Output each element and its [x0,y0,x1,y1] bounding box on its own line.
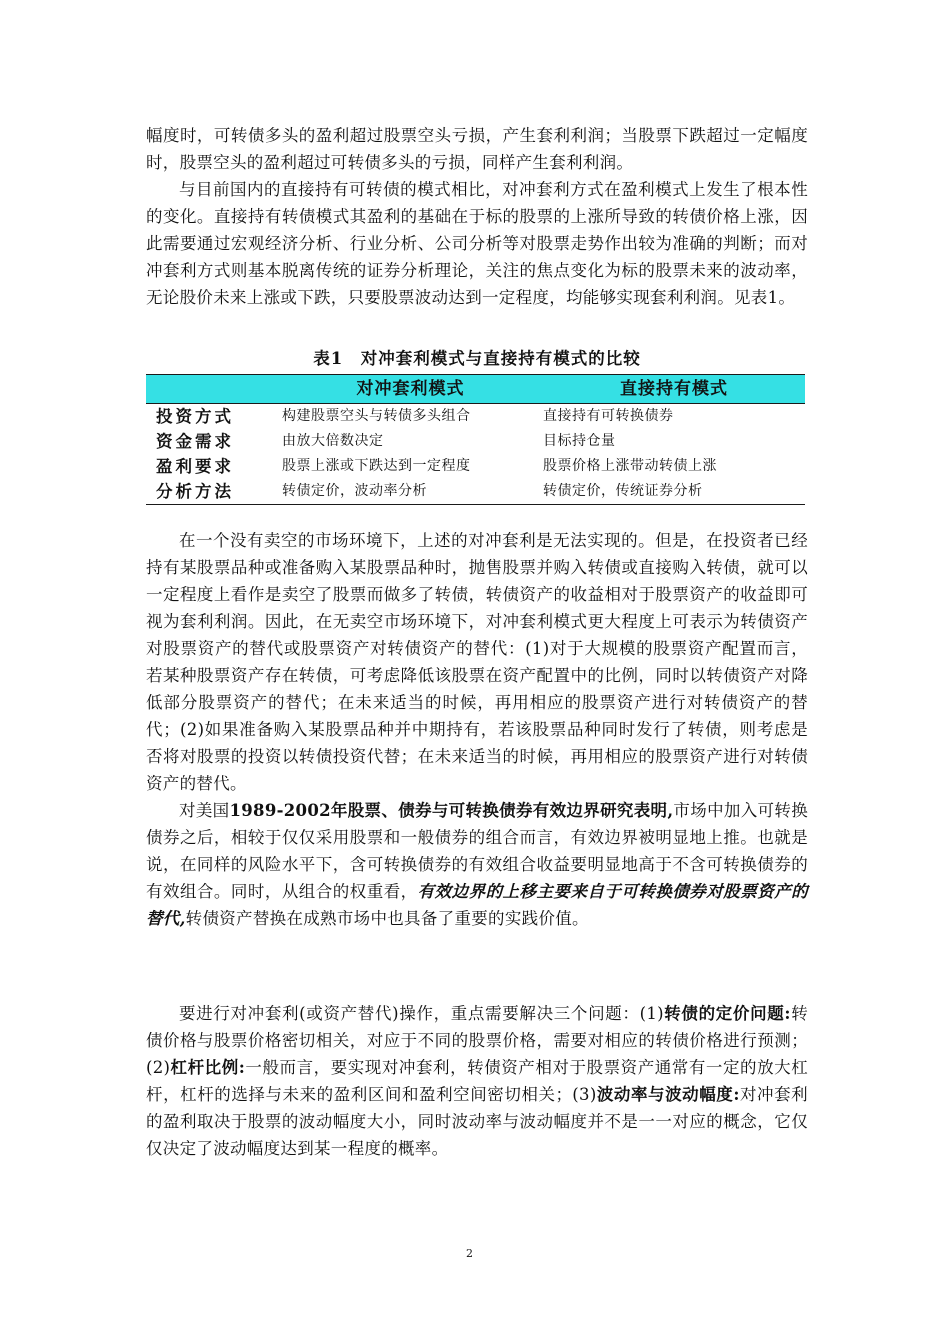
row-label: 盈利要求 [156,457,234,476]
paragraph-3: 在一个没有卖空的市场环境下，上述的对冲套利是无法实现的。但是，在投资者已经持有某股票品种或准备购入某股票品种时，抛售股票并购入转债或直接购入转债，就可以一定程度上看作是卖空了股票而做多了转债，转债资产的收益相对于股票资产的收益即可视为套利利润。因此，在无卖空市场环境下，对冲套利模式更大程度上可表示为转债资产对股票资产的替代或股票资产对转债资产的替代：(1)对于大规模的股票资产配置而言，若某种股票资产存在转债，可考虑降低该股票在资产配置中的比例，同时以转债资产对降低部分股票资产的替代；在未来适当的时候，再用相应的股票资产进行对转债资产的替代；(2)如果准备购入某股票品种并中期持有，若该股票品种同时发行了转债，则考虑是否将对股票的投资以转债投资代替；在未来适当的时候，再用相应的股票资产进行对转债资产的替代。 [146,531,808,793]
table-row [146,429,805,454]
page-number: 2 [466,1247,473,1260]
row-label: 分析方法 [156,482,234,501]
table-row [146,479,805,505]
p5-text-e: 一般而言，要实现对冲套利，转债资产相对于股票资产通常有一定的放大杠杆，杠杆的选择与未来的盈利区间和盈利空间密切相关；(3) [146,1058,808,1104]
table-row [146,454,805,479]
row-label: 投资方式 [156,407,234,426]
direct-cell: 股票价格上涨带动转债上涨 [543,458,717,474]
p5-text-a: 要进行对冲套利(或资产替代)操作，重点需要解决三个问题：(1) [179,1004,664,1023]
direct-cell: 目标持仓量 [543,433,616,449]
p4-text-a: 对美国 [179,801,230,820]
row-label: 资金需求 [156,432,234,451]
hedge-cell: 转债定价，波动率分析 [282,483,427,499]
p5-bold-volatility: 波动率与波动幅度: [596,1085,740,1104]
hedge-cell: 由放大倍数决定 [282,433,384,449]
hedge-cell: 股票上涨或下跌达到一定程度 [282,458,471,474]
p4-text-e: 转债资产替换在成熟市场中也具备了重要的实践价值。 [185,909,589,928]
hedge-cell: 构建股票空头与转债多头组合 [282,408,471,424]
paragraph-1: 幅度时，可转债多头的盈利超过股票空头亏损，产生套利利润；当股票下跌超过一定幅度时，股票空头的盈利超过可转债多头的亏损，同样产生套利利润。 [146,126,808,172]
paragraph-5 [146,1000,808,1162]
header-empty [146,375,278,403]
paragraph-2: 与目前国内的直接持有可转债的模式相比，对冲套利方式在盈利模式上发生了根本性的变化。直接持有转债模式其盈利的基础在于标的股票的上涨所导致的转债价格上涨，因此需要通过宏观经济分析、行业分析、公司分析等对股票走势作出较为准确的判断；而对冲套利方式则基本脱离传统的证券分析理论，关注的焦点变化为标的股票未来的波动率，无论股价未来上涨或下跌，只要股票波动达到一定程度，均能够实现套利利润。见表1。 [146,180,808,307]
header-direct-mode: 直接持有模式 [620,379,728,399]
header-hedge-mode: 对冲套利模式 [356,379,465,399]
p5-bold-pricing: 转债的定价问题: [663,1004,791,1023]
direct-cell: 转债定价，传统证券分析 [543,483,703,499]
p5-bold-leverage: 杠杆比例: [170,1058,246,1077]
direct-cell: 直接持有可转换债券 [543,408,674,424]
p5-text-g: 对冲套利的盈利取决于股票的波动幅度大小，同时波动率与波动幅度并不是一一对应的概念，它仅仅决定了波动幅度达到某一程度的概率。 [146,1085,808,1158]
table-caption: 表1 对冲套利模式与直接持有模式的比较 [313,349,641,368]
p4-text-c: 市场中加入可转换债券之后，相较于仅仅采用股票和一般债券的组合而言，有效边界被明显地上推。也就是说，在同样的风险水平下，含可转换债券的有效组合收益要明显地高于不含可转换债券的有效组合。同时，从组合的权重看， [146,801,808,901]
table-header-row [146,374,805,404]
paragraph-4 [146,797,808,932]
table-row [146,404,805,429]
p4-bold-italic-finding: 有效边界的上移主要来自于可转换债券对股票资产的替代, [146,882,808,928]
comparison-table [146,374,805,505]
p5-text-c: 转债价格与股票价格密切相关，对应于不同的股票价格，需要对相应的转债价格进行预测；(2) [146,1004,808,1077]
p4-bold-finding: 1989-2002年股票、债券与可转换债券有效边界研究表明, [229,801,674,820]
